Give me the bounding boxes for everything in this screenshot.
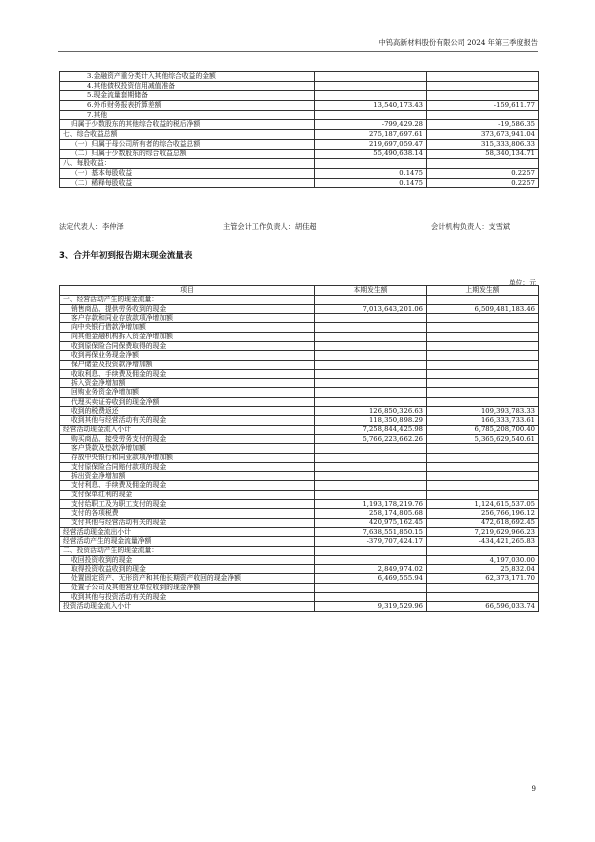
current-period-value: [315, 110, 427, 120]
header-item: 项目: [60, 286, 315, 296]
current-period-value: [315, 369, 427, 378]
previous-period-value: 109,393,783.33: [427, 407, 539, 416]
current-period-value: [315, 453, 427, 462]
current-period-value: 118,350,898.29: [315, 416, 427, 425]
row-label: 7.其他: [60, 110, 315, 120]
row-label: 收到其他与投资活动有关的现金: [60, 593, 315, 602]
previous-period-value: [427, 323, 539, 332]
current-period-value: 7,638,551,850.15: [315, 527, 427, 536]
table-row: [60, 304, 539, 313]
row-label: 支付原保险合同赔付款项的现金: [60, 462, 315, 471]
current-period-value: 5,766,223,662.26: [315, 434, 427, 443]
row-label: 收取利息、手续费及佣金的现金: [60, 369, 315, 378]
row-label: 收回投资收到的现金: [60, 555, 315, 564]
row-label: 收到原保险合同保费取得的现金: [60, 341, 315, 350]
table-row: [60, 388, 539, 397]
accounting-dept-head: 会计机构负责人：支雪斌: [431, 222, 511, 231]
table-row: [60, 434, 539, 443]
header-previous-period: 上期发生额: [427, 286, 539, 296]
table-row: [60, 332, 539, 341]
table-row: [60, 425, 539, 434]
table-row: [60, 120, 539, 130]
table-row: [60, 453, 539, 462]
previous-period-value: [427, 341, 539, 350]
current-period-value: [315, 323, 427, 332]
previous-period-value: [427, 462, 539, 471]
current-period-value: [315, 159, 427, 169]
previous-period-value: [427, 314, 539, 323]
current-period-value: [315, 360, 427, 369]
current-period-value: [315, 481, 427, 490]
row-label: 收到的税费返还: [60, 407, 315, 416]
row-label: 购买商品、接受劳务支付的现金: [60, 434, 315, 443]
previous-period-value: [427, 472, 539, 481]
previous-period-value: 7,219,629,966.23: [427, 527, 539, 536]
current-period-value: [315, 341, 427, 350]
table-row: [60, 369, 539, 378]
row-label: （一）归属于母公司所有者的综合收益总额: [60, 139, 315, 149]
current-period-value: 7,258,844,425.98: [315, 425, 427, 434]
table-row: [60, 509, 539, 518]
table-row: [60, 462, 539, 471]
table-header-row: [60, 286, 539, 296]
row-label: 取得投资收益收到的现金: [60, 565, 315, 574]
previous-period-value: 4,197,030.00: [427, 555, 539, 564]
current-period-value: [315, 72, 427, 82]
row-label: 保户储金及投资款净增加额: [60, 360, 315, 369]
current-period-value: [315, 472, 427, 481]
previous-period-value: [427, 379, 539, 388]
table-row: [60, 583, 539, 592]
row-label: 销售商品、提供劳务收到的现金: [60, 304, 315, 313]
current-period-value: [315, 351, 427, 360]
previous-period-value: [427, 397, 539, 406]
current-period-value: [315, 332, 427, 341]
current-period-value: [315, 444, 427, 453]
previous-period-value: 166,333,733.61: [427, 416, 539, 425]
current-period-value: [315, 91, 427, 101]
previous-period-value: 5,365,629,540.61: [427, 434, 539, 443]
current-period-value: 219,697,059.47: [315, 139, 427, 149]
previous-period-value: -159,611.77: [427, 101, 539, 111]
current-period-value: 55,490,638.14: [315, 149, 427, 159]
accounting-head: 主管会计工作负责人：胡佳超: [223, 222, 317, 231]
current-period-value: 6,469,555.94: [315, 574, 427, 583]
row-label: 回购业务资金净增加额: [60, 388, 315, 397]
table-row: [60, 159, 539, 169]
table-row: [60, 323, 539, 332]
current-period-value: [315, 81, 427, 91]
row-label: 收到其他与经营活动有关的现金: [60, 416, 315, 425]
row-label: 支付其他与经营活动有关的现金: [60, 518, 315, 527]
row-label: 经营活动现金流入小计: [60, 425, 315, 434]
previous-period-value: 6,785,208,700.40: [427, 425, 539, 434]
row-label: 支付给职工及为职工支付的现金: [60, 500, 315, 509]
table-row: [60, 397, 539, 406]
table-row: [60, 602, 539, 611]
table-row: [60, 481, 539, 490]
table-row: [60, 72, 539, 82]
row-label: 投资活动现金流入小计: [60, 602, 315, 611]
previous-period-value: 256,766,196.12: [427, 509, 539, 518]
previous-period-value: [427, 369, 539, 378]
table-row: [60, 555, 539, 564]
row-label: 七、综合收益总额: [60, 130, 315, 140]
row-label: 代理买卖证券收到的现金净额: [60, 397, 315, 406]
current-period-value: [315, 314, 427, 323]
table-row: [60, 527, 539, 536]
table-row: [60, 574, 539, 583]
table-row: [60, 546, 539, 555]
previous-period-value: [427, 351, 539, 360]
table-row: [60, 593, 539, 602]
current-period-value: 275,187,697.61: [315, 130, 427, 140]
current-period-value: [315, 490, 427, 499]
table-row: [60, 149, 539, 159]
row-label: 归属于少数股东的其他综合收益的税后净额: [60, 120, 315, 130]
previous-period-value: [427, 91, 539, 101]
current-period-value: [315, 593, 427, 602]
row-label: 存放中央银行和同业款项净增加额: [60, 453, 315, 462]
previous-period-value: [427, 360, 539, 369]
previous-period-value: 25,832.04: [427, 565, 539, 574]
row-label: 收到再保业务现金净额: [60, 351, 315, 360]
table-row: [60, 351, 539, 360]
previous-period-value: [427, 583, 539, 592]
table-row: [60, 379, 539, 388]
table-row: [60, 444, 539, 453]
row-label: 拆出资金净增加额: [60, 472, 315, 481]
previous-period-value: [427, 295, 539, 304]
current-period-value: [315, 397, 427, 406]
row-label: 5.现金流量套期储备: [60, 91, 315, 101]
table-row: [60, 565, 539, 574]
current-period-value: [315, 379, 427, 388]
table-row: [60, 178, 539, 188]
signature-line: [59, 222, 538, 232]
row-label: 八、每股收益：: [60, 159, 315, 169]
row-label: 支付利息、手续费及佣金的现金: [60, 481, 315, 490]
current-period-value: [315, 555, 427, 564]
current-period-value: [315, 546, 427, 555]
row-label: 4.其他债权投资信用减值准备: [60, 81, 315, 91]
row-label: 经营活动产生的现金流量净额: [60, 537, 315, 546]
previous-period-value: [427, 453, 539, 462]
current-period-value: [315, 295, 427, 304]
table-row: [60, 416, 539, 425]
row-label: （二）稀释每股收益: [60, 178, 315, 188]
table-row: [60, 314, 539, 323]
legal-representative: 法定代表人：李仲泽: [59, 222, 124, 231]
row-label: （二）归属于少数股东的综合收益总额: [60, 149, 315, 159]
table-row: [60, 101, 539, 111]
row-label: 一、经营活动产生的现金流量：: [60, 295, 315, 304]
header-current-period: 本期发生额: [315, 286, 427, 296]
previous-period-value: [427, 332, 539, 341]
previous-period-value: -434,421,265.83: [427, 537, 539, 546]
current-period-value: 0.1475: [315, 168, 427, 178]
report-header: 中钨高新材料股份有限公司 2024 年第三季度报告: [58, 38, 538, 52]
income-statement-continuation-table: [59, 71, 539, 188]
previous-period-value: [427, 593, 539, 602]
previous-period-value: 58,340,134.71: [427, 149, 539, 159]
table-row: [60, 295, 539, 304]
previous-period-value: [427, 81, 539, 91]
previous-period-value: [427, 444, 539, 453]
table-row: [60, 500, 539, 509]
previous-period-value: [427, 110, 539, 120]
previous-period-value: [427, 159, 539, 169]
row-label: 处置固定资产、无形资产和其他长期资产收回的现金净额: [60, 574, 315, 583]
section-title: 3、合并年初到报告期末现金流量表: [59, 251, 193, 261]
row-label: 6.外币财务报表折算差额: [60, 101, 315, 111]
current-period-value: 7,013,643,201.06: [315, 304, 427, 313]
current-period-value: 0.1475: [315, 178, 427, 188]
row-label: 支付的各项税费: [60, 509, 315, 518]
table-row: [60, 139, 539, 149]
previous-period-value: 62,373,171.70: [427, 574, 539, 583]
current-period-value: [315, 388, 427, 397]
previous-period-value: 66,596,033.74: [427, 602, 539, 611]
current-period-value: 2,849,974.02: [315, 565, 427, 574]
current-period-value: 1,193,178,219.76: [315, 500, 427, 509]
row-label: 经营活动现金流出小计: [60, 527, 315, 536]
currency-unit: 单位：元: [508, 279, 536, 287]
row-label: 客户存款和同业存放款项净增加额: [60, 314, 315, 323]
current-period-value: -799,429.28: [315, 120, 427, 130]
previous-period-value: 472,618,692.45: [427, 518, 539, 527]
row-label: 向中央银行借款净增加额: [60, 323, 315, 332]
previous-period-value: [427, 490, 539, 499]
row-label: （一）基本每股收益: [60, 168, 315, 178]
table-row: [60, 490, 539, 499]
previous-period-value: [427, 546, 539, 555]
previous-period-value: [427, 388, 539, 397]
row-label: 客户贷款及垫款净增加额: [60, 444, 315, 453]
page-number: 9: [531, 785, 536, 793]
current-period-value: [315, 583, 427, 592]
row-label: 向其他金融机构拆入资金净增加额: [60, 332, 315, 341]
previous-period-value: 0.2257: [427, 178, 539, 188]
previous-period-value: 315,333,806.33: [427, 139, 539, 149]
previous-period-value: 6,509,481,183.46: [427, 304, 539, 313]
table-row: [60, 341, 539, 350]
current-period-value: -379,707,424.17: [315, 537, 427, 546]
cash-flow-table: [59, 285, 539, 612]
current-period-value: 13,540,173.43: [315, 101, 427, 111]
table-row: [60, 407, 539, 416]
table-row: [60, 168, 539, 178]
previous-period-value: [427, 72, 539, 82]
previous-period-value: [427, 481, 539, 490]
previous-period-value: 0.2257: [427, 168, 539, 178]
current-period-value: 126,850,326.63: [315, 407, 427, 416]
previous-period-value: 1,124,615,537.05: [427, 500, 539, 509]
current-period-value: 258,174,805.68: [315, 509, 427, 518]
current-period-value: 420,975,162.45: [315, 518, 427, 527]
table-row: [60, 130, 539, 140]
table-row: [60, 472, 539, 481]
table-row: [60, 110, 539, 120]
row-label: 3.金融资产重分类计入其他综合收益的金额: [60, 72, 315, 82]
row-label: 支付保单红利的现金: [60, 490, 315, 499]
row-label: 处置子公司及其他营业单位收到的现金净额: [60, 583, 315, 592]
table-row: [60, 360, 539, 369]
current-period-value: 9,319,529.96: [315, 602, 427, 611]
current-period-value: [315, 462, 427, 471]
previous-period-value: 373,673,941.04: [427, 130, 539, 140]
table-row: [60, 91, 539, 101]
previous-period-value: -19,586.35: [427, 120, 539, 130]
row-label: 二、投资活动产生的现金流量：: [60, 546, 315, 555]
table-row: [60, 537, 539, 546]
table-row: [60, 81, 539, 91]
table-row: [60, 518, 539, 527]
row-label: 拆入资金净增加额: [60, 379, 315, 388]
